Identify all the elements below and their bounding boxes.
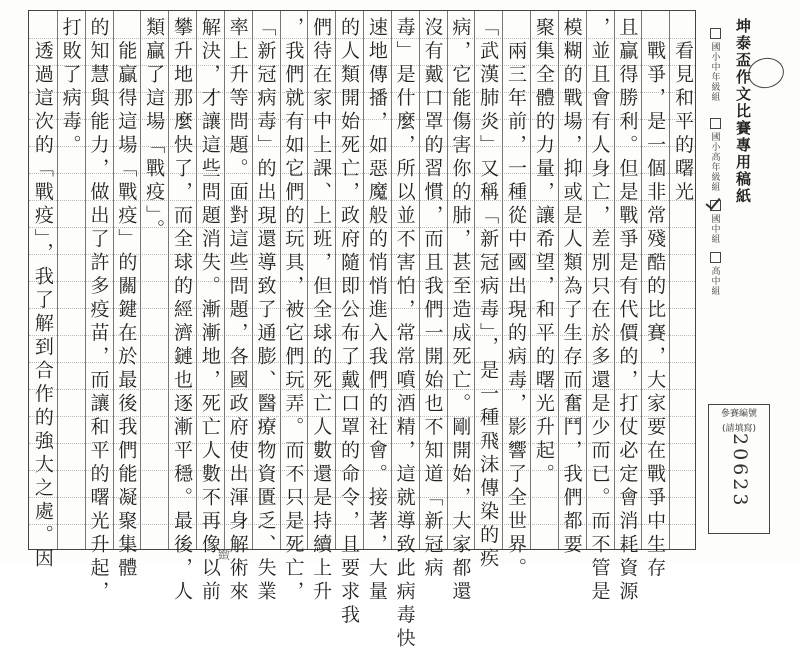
essay-column-text: ，我們就有如它們的玩具，被它們玩弄。而不只是死亡， <box>282 17 305 605</box>
reference-number-box <box>708 404 770 534</box>
essay-column-text: 且贏得勝利。但是戰爭是有代價的，打仗必定會消耗資源 <box>616 17 639 605</box>
grade-option-senior-high[interactable] <box>708 252 722 296</box>
essay-column-text: 透過這次的「戰疫」，我了解到合作的強大之處。因 <box>31 17 54 572</box>
essay-column <box>224 11 252 605</box>
essay-column-text: 兩三年前，一種從中國出現的病毒，影響了全世界。 <box>504 17 527 581</box>
essay-column <box>196 11 224 605</box>
grade-label: 高中組 <box>709 266 720 296</box>
essay-column-text: 類贏了這場「戰疫」。 <box>143 17 166 243</box>
essay-column <box>391 11 419 652</box>
essay-column <box>57 11 85 549</box>
essay-column <box>85 11 113 605</box>
essay-column <box>669 11 697 549</box>
form-title: 坤泰盃作文比賽專用稿紙 <box>734 18 752 205</box>
essay-column-text: 看見和平的曙光 <box>671 17 694 205</box>
essay-column-text: 「新冠病毒」的出現還導致了通膨、醫療物資匱乏、失業 <box>254 17 277 605</box>
essay-column <box>502 11 530 581</box>
essay-column-text: 的人類開始死亡，政府隨即公布了戴口罩的命令，且要求我 <box>337 17 360 628</box>
essay-column-text: 的知慧與能力，做出了許多疫苗，而讓和平的曙光升起， <box>87 17 110 605</box>
essay-column <box>280 11 308 605</box>
essay-column-text: 毒」是什麼，所以並不害怕，常常噴酒精，這就導致此病毒快 <box>393 17 416 652</box>
grade-checkbox[interactable] <box>710 28 721 39</box>
essay-column-text: 速地傳播，如惡魔般的悄悄進入我們的社會。接著，大量 <box>365 17 388 605</box>
essay-column-text: 攀升地那麼快了，而全球的經濟鏈也逐漸平穩。最後，人 <box>170 17 193 605</box>
reference-label: 參賽編號 <box>720 409 757 419</box>
grade-label: 國小高年級組 <box>709 132 720 192</box>
essay-column-text: 戰爭，是一個非常殘酷的比賽，大家要在戰爭中生存 <box>644 17 667 581</box>
stamp-mark: 緻 <box>218 548 231 562</box>
essay-column-text: 能贏得這場「戰疫」的關鍵在於最後我們能凝聚集體 <box>115 17 138 581</box>
essay-column <box>363 11 391 605</box>
essay-column-text: 解決，才讓這些問題消失。漸漸地，死亡人數不再像以前 <box>198 17 221 605</box>
essay-column <box>530 11 558 549</box>
essay-column <box>113 11 141 581</box>
essay-column <box>335 11 363 628</box>
essay-column <box>558 11 586 558</box>
grade-checkbox-checked[interactable] <box>710 200 721 211</box>
writing-grid <box>28 10 696 652</box>
essay-column-text: 沒有戴口罩的習慣，而且我們一開始也不知道「新冠病 <box>421 17 444 581</box>
essay-column <box>140 11 168 549</box>
reference-code: 20623 <box>729 433 751 509</box>
grade-option-elementary-mid[interactable] <box>708 28 722 102</box>
essay-column <box>614 11 642 605</box>
essay-column <box>447 11 475 605</box>
grade-label: 國小中年級組 <box>709 42 720 102</box>
essay-column <box>419 11 447 581</box>
essay-column <box>641 11 669 581</box>
essay-column <box>252 11 280 605</box>
grade-checkbox[interactable] <box>710 118 721 129</box>
essay-column-text: 打敗了病毒。 <box>59 17 82 158</box>
essay-column-text: 「武漢肺炎」又稱「新冠病毒」，是一種飛沫傳染的疾 <box>477 17 500 572</box>
essay-column <box>307 11 335 605</box>
essay-column <box>586 11 614 605</box>
essay-column <box>168 11 196 605</box>
grade-option-junior-high[interactable] <box>708 200 722 244</box>
essay-column <box>474 11 502 572</box>
grade-checkbox[interactable] <box>710 252 721 263</box>
essay-column <box>29 11 57 572</box>
essay-column-text: ，並且會有人身亡，差別只在於多還是少而已。而不管是 <box>588 17 611 605</box>
essay-column-text: 模糊的戰場，抑或是人類為了生存而奮鬥，我們都要 <box>560 17 583 558</box>
reference-hint: (請填寫) <box>721 424 757 434</box>
grade-option-elementary-high[interactable] <box>708 118 722 192</box>
grade-label: 國中組 <box>709 214 720 244</box>
essay-column-text: 聚集全體的力量，讓希望，和平的曙光升起。 <box>532 17 555 487</box>
essay-column-text: 病，它能傷害你的肺，甚至造成死亡。剛開始，大家都還 <box>449 17 472 605</box>
essay-column-text: 們待在家中上課、上班，但全球的死亡人數還是持續上升 <box>310 17 333 605</box>
essay-column-text: 率上升等問題。面對這些問題，各國政府使出渾身解術來 <box>226 17 249 605</box>
